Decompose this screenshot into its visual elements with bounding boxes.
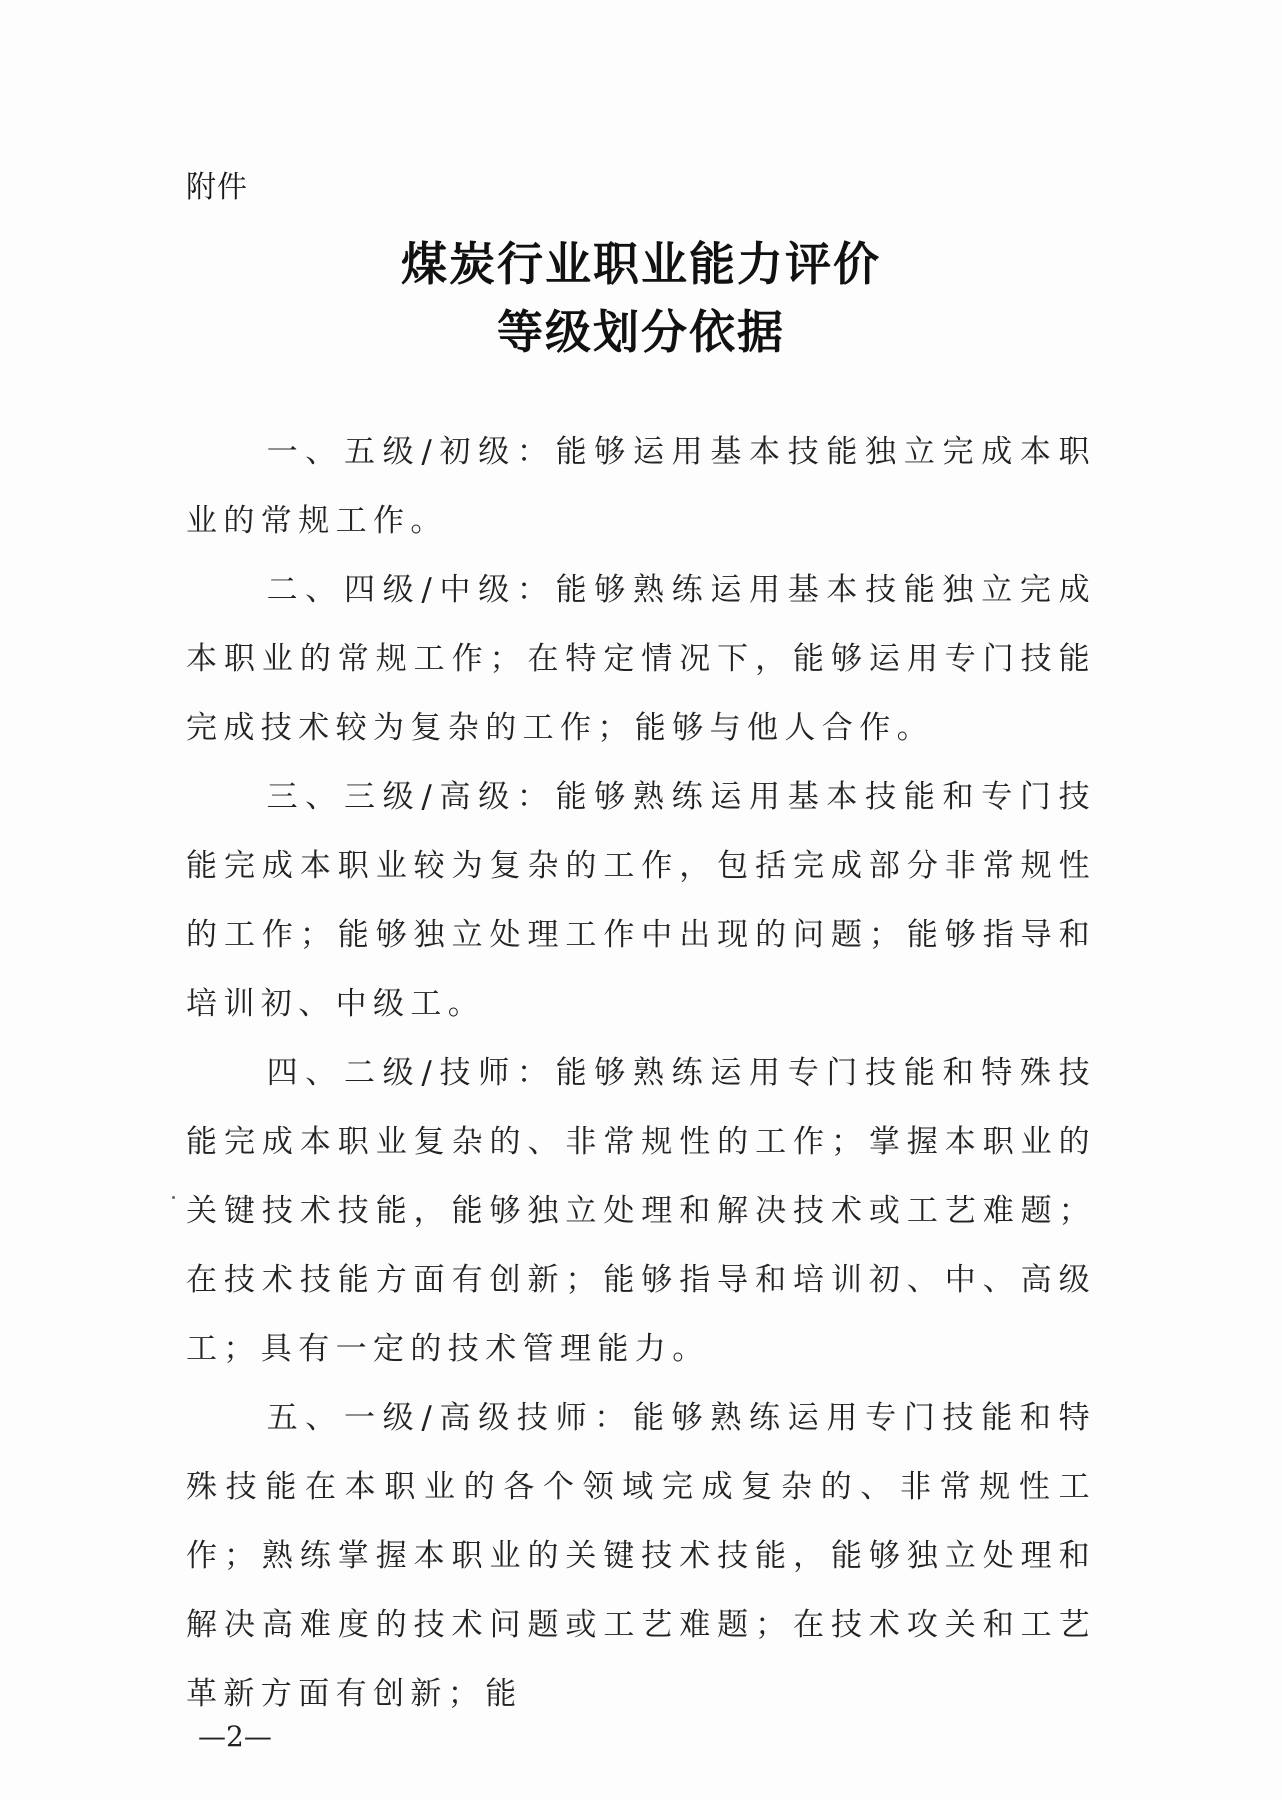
- paragraph-level-4: 二、四级/中级：能够熟练运用基本技能独立完成本职业的常规工作；在特定情况下，能够运用专门技能完成技术较为复杂的工作；能够与他人合作。: [186, 572, 1096, 746]
- document-body: [186, 418, 1096, 1729]
- paragraph-level-2: 四、二级/技师：能够熟练运用专门技能和特殊技能完成本职业复杂的、非常规性的工作；掌握本职业的关键技术技能，能够独立处理和解决技术或工艺难题；在技术技能方面有创新；能够指导和培训初、中、高级工；具有一定的技术管理能力。: [186, 1055, 1096, 1367]
- document-title-line-2: 等级划分依据: [497, 305, 785, 359]
- attachment-label: 附件: [186, 170, 248, 205]
- page-number: —2—: [198, 1720, 272, 1753]
- paragraph-level-3: 三、三级/高级：能够熟练运用基本技能和专门技能完成本职业较为复杂的工作，包括完成部分非常规性的工作；能够独立处理工作中出现的问题；能够指导和培训初、中级工。: [186, 779, 1096, 1022]
- document-title-line-1: 煤炭行业职业能力评价: [401, 237, 881, 291]
- paragraph-level-5: 一、五级/初级：能够运用基本技能独立完成本职业的常规工作。: [186, 434, 1096, 539]
- paragraph-level-1: 五、一级/高级技师：能够熟练运用专门技能和特殊技能在本职业的各个领域完成复杂的、非常规性工作；熟练掌握本职业的关键技术技能，能够独立处理和解决高难度的技术问题或工艺难题；在技术攻关和工艺革新方面有创新；能: [186, 1400, 1096, 1712]
- scan-speck: [172, 1196, 175, 1199]
